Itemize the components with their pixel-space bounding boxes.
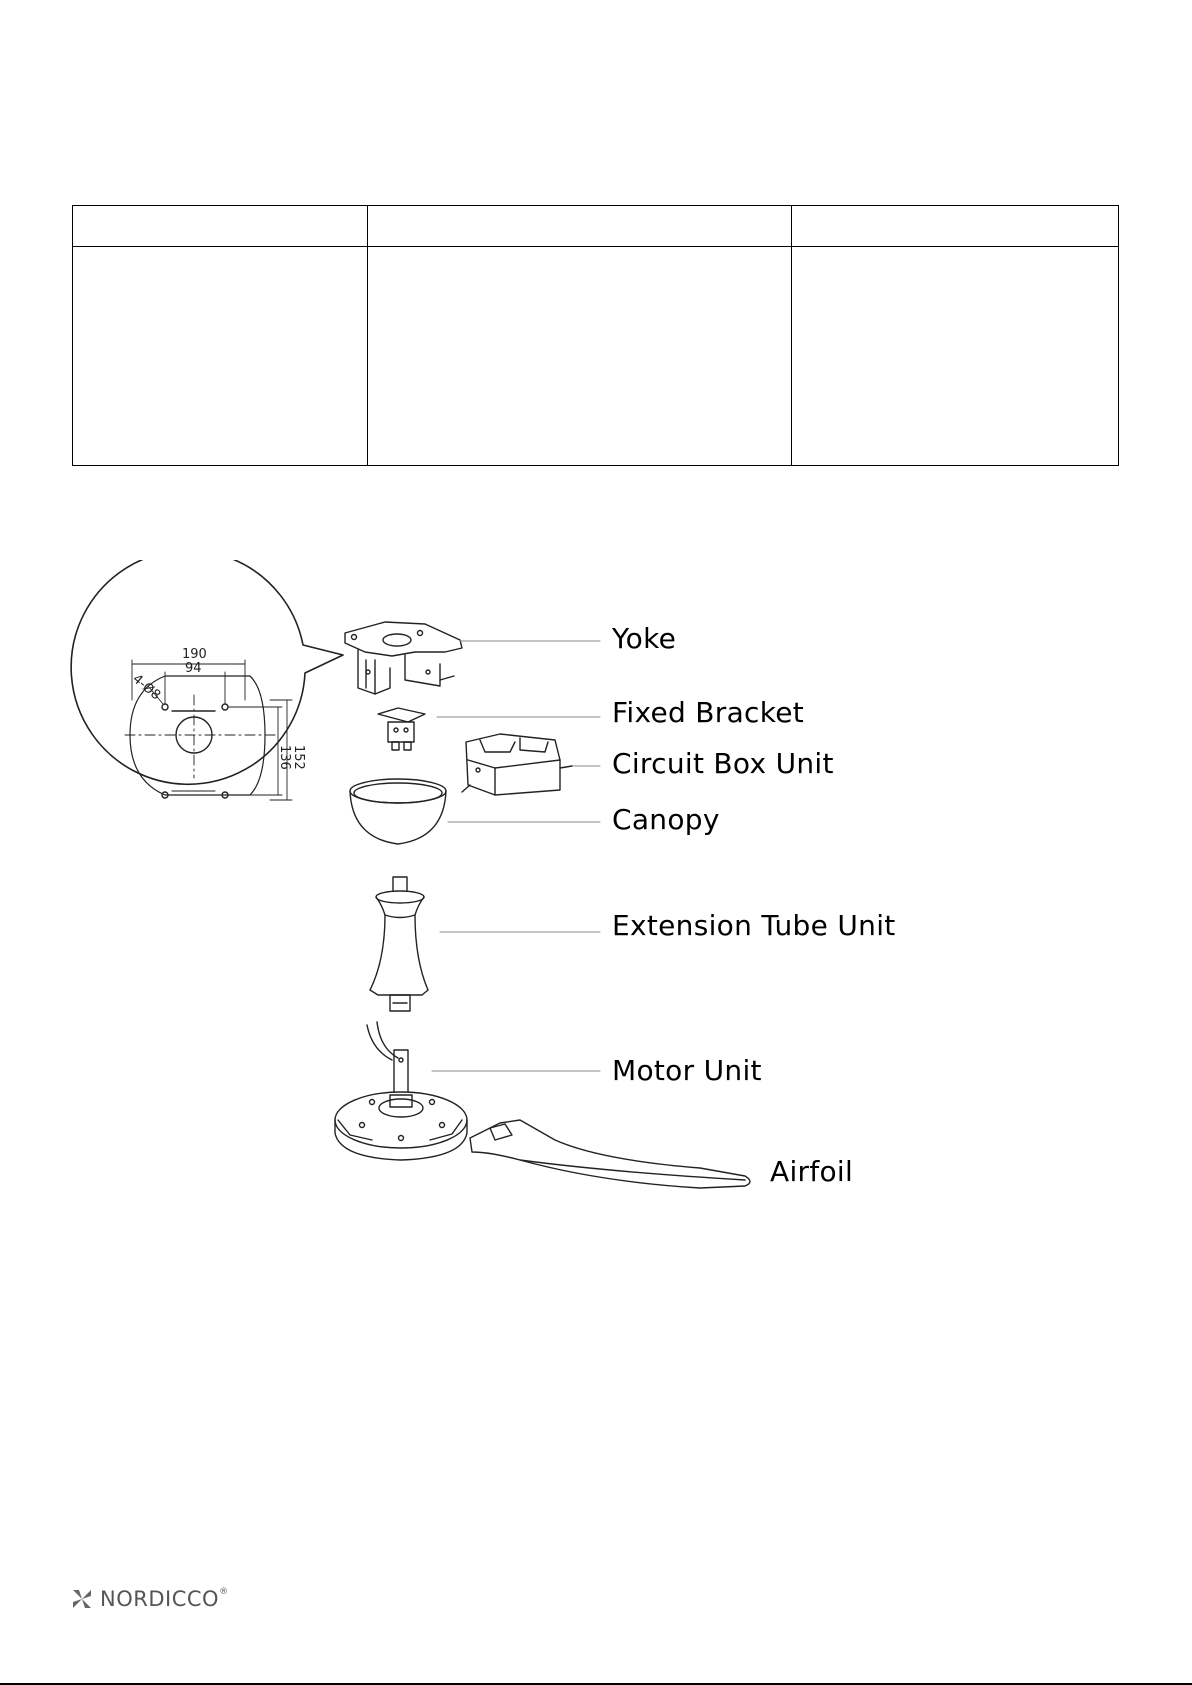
brand-text: NORDICCO	[100, 1587, 220, 1611]
spec-table-row	[73, 247, 1119, 466]
part-label-yoke: Yoke	[612, 622, 677, 655]
part-label-fixed-bracket: Fixed Bracket	[612, 696, 805, 729]
exploded-view-drawing	[0, 560, 1192, 1220]
dimension-holes-label: 4-Ø8	[129, 671, 164, 704]
spec-table-header-row	[73, 206, 1119, 247]
spec-table-header-cell	[792, 206, 1119, 247]
part-label-extension-tube-unit: Extension Tube Unit	[612, 909, 896, 942]
part-label-canopy: Canopy	[612, 803, 720, 836]
extension-tube-drawing	[370, 877, 428, 1011]
dimension-94-label: 94	[185, 661, 202, 676]
canopy-drawing	[350, 779, 446, 844]
pinwheel-icon	[70, 1587, 94, 1611]
spec-table-header-cell	[368, 206, 792, 247]
spec-table-cell	[73, 247, 368, 466]
part-label-motor-unit: Motor Unit	[612, 1054, 762, 1087]
leader-lines	[432, 641, 600, 1071]
spec-table-header-cell	[73, 206, 368, 247]
exploded-parts-diagram	[0, 560, 1192, 1220]
motor-unit-drawing	[335, 1022, 467, 1160]
spec-table	[72, 205, 1119, 466]
nordicco-logo	[70, 1584, 229, 1614]
fixed-bracket-drawing	[378, 708, 425, 750]
part-label-airfoil: Airfoil	[770, 1155, 854, 1188]
spec-table-cell	[792, 247, 1119, 466]
part-label-circuit-box-unit: Circuit Box Unit	[612, 747, 834, 780]
dimension-136-label: 136	[277, 745, 292, 770]
airfoil-drawing	[470, 1120, 750, 1188]
spec-table-cell	[368, 247, 792, 466]
circuit-box-drawing	[462, 734, 572, 795]
brand-name	[100, 1587, 229, 1611]
dimension-152-label: 152	[291, 745, 306, 770]
registered-mark: ®	[219, 1587, 229, 1597]
yoke-drawing	[345, 622, 462, 694]
dimension-190-label: 190	[182, 647, 207, 662]
